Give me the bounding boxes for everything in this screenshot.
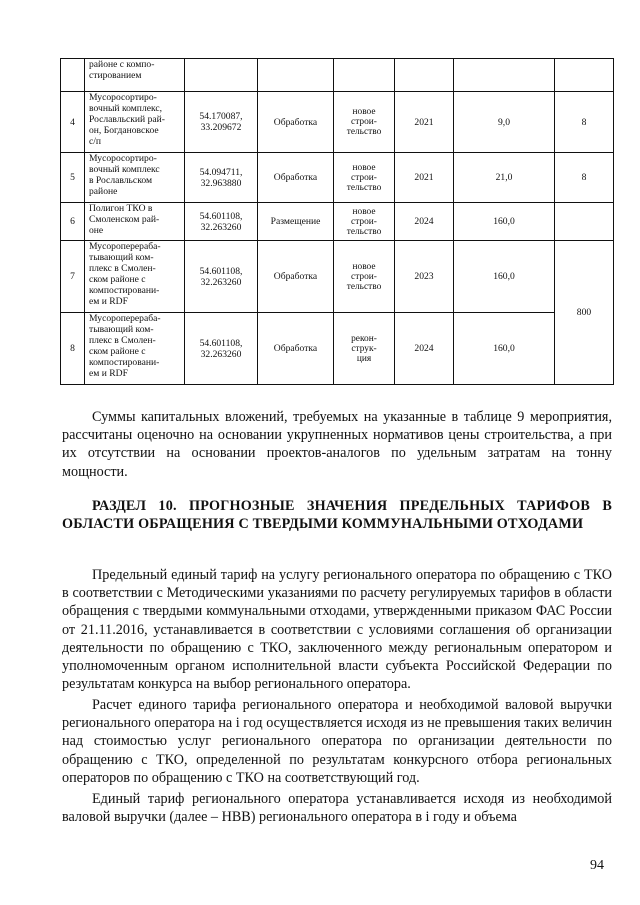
activity-type	[258, 59, 334, 92]
table-row	[61, 59, 614, 92]
table-row	[61, 203, 614, 241]
activity-type: Обработка	[258, 153, 334, 203]
construction-kind: новое строи- тельство	[334, 92, 395, 153]
activity-type: Обработка	[258, 313, 334, 385]
last-column	[555, 59, 614, 92]
activity-type: Размещение	[258, 203, 334, 241]
year: 2024	[395, 313, 454, 385]
facility-name: Мусороперераба- тывающий ком- плекс в Смолен- ском районе с компостировани- ем и RDF	[85, 241, 185, 313]
activity-type: Обработка	[258, 92, 334, 153]
facility-name: Полигон ТКО в Смоленском рай- оне	[85, 203, 185, 241]
table-row	[61, 313, 614, 385]
year: 2021	[395, 92, 454, 153]
tariff-paragraph-1: Предельный единый тариф на услугу регионального оператора по обращению с ТКО в соответствии с Методическими указаниями по расчету регулируемых тарифов в области обращения с твердыми коммунальными отходами, утвержденными приказом ФАС России от 21.11.2016, устанавливается в соответствии с условиями соглашения об организации деятельности по обращению с ТКО, заключенного между региональным оператором и уполномоченным органом исполнительной власти субъекта Российской Федерации по результатам конкурса на выбор регионального оператора.	[62, 567, 612, 693]
row-number: 8	[61, 313, 85, 385]
table-row	[61, 92, 614, 153]
row-number	[61, 59, 85, 92]
row-number: 5	[61, 153, 85, 203]
year: 2021	[395, 153, 454, 203]
facility-name: Мусоросортиро- вочный комплекс, Рославльский рай- он, Богдановское с/п	[85, 92, 185, 153]
capacity	[454, 59, 555, 92]
capital-investment-paragraph: Суммы капитальных вложений, требуемых на указанные в таблице 9 мероприятия, рассчитаны оценочно на основании укрупненных нормативов цены строительства, а при их отсутствии на основании проектов-аналогов по удельным затратам на тонну мощности.	[62, 409, 612, 480]
coordinates	[185, 59, 258, 92]
tariff-paragraph-2: Расчет единого тарифа регионального оператора и необходимой валовой выручки регионального оператора на i год осуществляется исходя из не превышения таких величин над стоимостью услуг регионального оператора по организации деятельности по обращению с ТКО, определенной по результатам конкурсного отбора региональных операторов по обращению с ТКО на соответствующий год.	[62, 697, 612, 786]
coordinates: 54.601108, 32.263260	[185, 313, 258, 385]
coordinates: 54.601108, 32.263260	[185, 203, 258, 241]
capacity: 9,0	[454, 92, 555, 153]
coordinates: 54.601108, 32.263260	[185, 241, 258, 313]
capacity: 160,0	[454, 203, 555, 241]
table-row	[61, 241, 614, 313]
capacity: 21,0	[454, 153, 555, 203]
last-column: 8	[555, 153, 614, 203]
facilities-table	[60, 58, 614, 385]
table-row	[61, 153, 614, 203]
construction-kind	[334, 59, 395, 92]
section-heading: РАЗДЕЛ 10. ПРОГНОЗНЫЕ ЗНАЧЕНИЯ ПРЕДЕЛЬНЫХ ТАРИФОВ В ОБЛАСТИ ОБРАЩЕНИЯ С ТВЕРДЫМИ КОММУНАЛЬНЫМИ ОТХОДАМИ	[62, 498, 612, 532]
construction-kind: новое строи- тельство	[334, 203, 395, 241]
row-number: 4	[61, 92, 85, 153]
year: 2024	[395, 203, 454, 241]
last-column	[555, 203, 614, 241]
construction-kind: новое строи- тельство	[334, 153, 395, 203]
row-number: 7	[61, 241, 85, 313]
capacity: 160,0	[454, 241, 555, 313]
capacity: 160,0	[454, 313, 555, 385]
year	[395, 59, 454, 92]
year: 2023	[395, 241, 454, 313]
facility-name: Мусоросортиро- вочный комплекс в Рославльском районе	[85, 153, 185, 203]
construction-kind: рекон- струк- ция	[334, 313, 395, 385]
facility-name: Мусороперераба- тывающий ком- плекс в Смолен- ском районе с компостировани- ем и RDF	[85, 313, 185, 385]
activity-type: Обработка	[258, 241, 334, 313]
construction-kind: новое строи- тельство	[334, 241, 395, 313]
row-number: 6	[61, 203, 85, 241]
coordinates: 54.170087, 33.209672	[185, 92, 258, 153]
last-column: 800	[555, 241, 614, 385]
facility-name: районе с компо- стированием	[85, 59, 185, 92]
coordinates: 54.094711, 32.963880	[185, 153, 258, 203]
page-number: 94	[590, 858, 604, 873]
last-column: 8	[555, 92, 614, 153]
tariff-paragraph-3: Единый тариф регионального оператора устанавливается исходя из необходимой валовой выручки (далее – НВВ) регионального оператора в i году и объема	[62, 791, 612, 826]
